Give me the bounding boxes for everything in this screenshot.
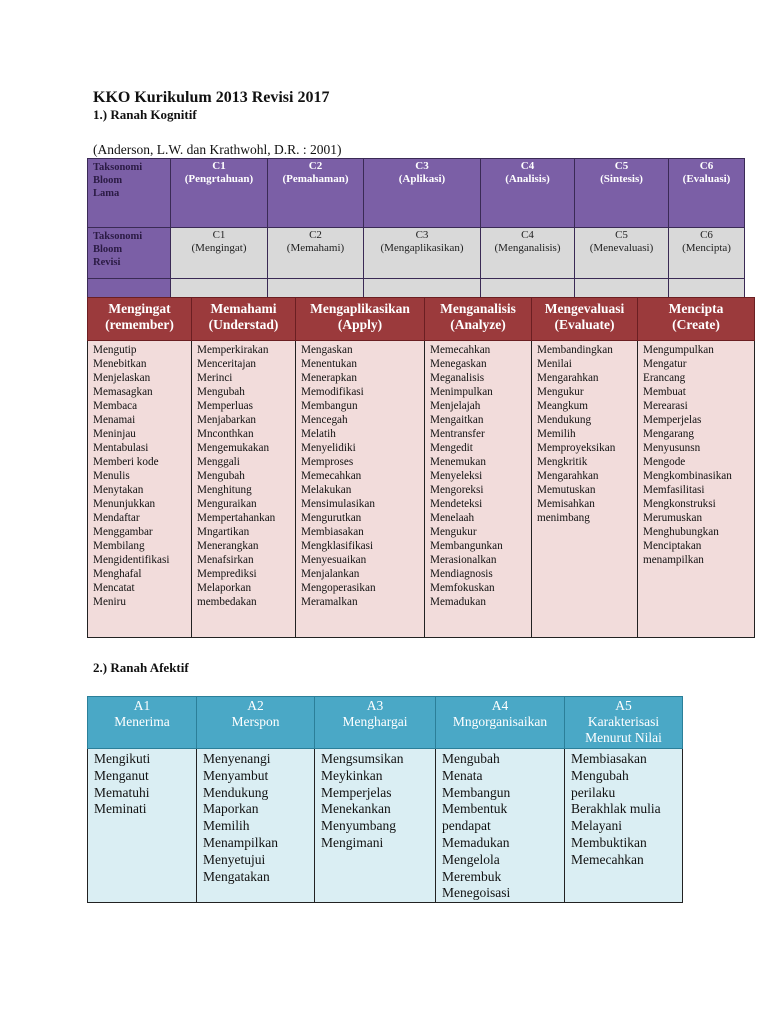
verb-item: Melatih xyxy=(301,428,336,440)
verb-item: Mengatakan xyxy=(203,868,270,884)
verb-item: Membuat xyxy=(643,386,686,398)
verb-item: Memisahkan xyxy=(537,498,595,510)
verb-item: Memproses xyxy=(301,456,354,468)
kognitif-header: Mengaplikasikan (Apply) xyxy=(296,298,425,341)
verb-item: Mengode xyxy=(643,456,686,468)
verb-item: Meminati xyxy=(94,801,147,817)
verb-item: Merinci xyxy=(197,372,233,384)
verb-item: perilaku xyxy=(571,784,616,800)
verb-item: Menata xyxy=(442,767,483,783)
verb-item: Menafsirkan xyxy=(197,554,254,566)
afektif-verb-list xyxy=(197,749,315,903)
bloom-old-cell: C5 (Sintesis) xyxy=(575,159,669,228)
bloom-taxonomy-table xyxy=(87,158,745,298)
verb-item: Menyeleksi xyxy=(430,470,483,482)
verb-item: Menjelajah xyxy=(430,400,481,412)
afektif-verb-list xyxy=(88,749,197,903)
row-header-new: Taksonomi Bloom Revisi xyxy=(88,228,171,279)
verb-item: Memprediksi xyxy=(197,568,257,580)
verb-item: Membangun xyxy=(301,400,358,412)
bloom-old-cell: C4 (Analisis) xyxy=(481,159,575,228)
afektif-header: A1 Menerima xyxy=(88,697,197,749)
verb-item: Menyusunsn xyxy=(643,442,701,454)
verb-item: Memberi kode xyxy=(93,456,159,468)
verb-item: Melayani xyxy=(571,818,622,834)
verb-item: Mentransfer xyxy=(430,428,485,440)
verb-item: Menghafal xyxy=(93,568,142,580)
verb-item: Mendukung xyxy=(537,414,592,426)
afektif-verb-list xyxy=(315,749,436,903)
verb-item: Membaca xyxy=(93,400,138,412)
kognitif-body-row xyxy=(88,341,755,638)
verb-item: Mengubah xyxy=(571,767,629,783)
bloom-old-cell: C2 (Pemahaman) xyxy=(268,159,364,228)
verb-item: Menelaah xyxy=(430,512,475,524)
verb-item: Menyambut xyxy=(203,767,269,783)
verb-item: Mengimani xyxy=(321,834,384,850)
verb-item: Memadukan xyxy=(430,596,486,608)
kognitif-header: Menganalisis (Analyze) xyxy=(425,298,532,341)
verb-item: Mentabulasi xyxy=(93,442,149,454)
bloom-old-cell: C1 (Pengrtahuan) xyxy=(171,159,268,228)
verb-item: Mengkritik xyxy=(537,456,588,468)
verb-item: Mngartikan xyxy=(197,526,250,538)
verb-item: Mengarahkan xyxy=(537,470,599,482)
blank-cell xyxy=(268,279,364,298)
verb-item: Memperluas xyxy=(197,400,253,412)
verb-item: pendapat xyxy=(442,818,491,834)
verb-item: Mengidentifikasi xyxy=(93,554,170,566)
verb-item: Mnconthkan xyxy=(197,428,254,440)
verb-item: Mengumpulkan xyxy=(643,344,714,356)
verb-item: Menjalankan xyxy=(301,568,360,580)
afektif-header-row xyxy=(88,697,683,749)
bloom-new-cell: C1 (Mengingat) xyxy=(171,228,268,279)
verb-item: Mengukur xyxy=(430,526,477,538)
verb-item: Menerangkan xyxy=(197,540,259,552)
verb-item: Merasionalkan xyxy=(430,554,497,566)
verb-item: Memecahkan xyxy=(571,851,644,867)
verb-item: Mengatur xyxy=(643,358,687,370)
blank-cell xyxy=(88,279,171,298)
verb-item: Menghubungkan xyxy=(643,526,719,538)
bloom-blank-row xyxy=(88,279,745,298)
verb-item: Menekankan xyxy=(321,801,391,817)
verb-item: Menjabarkan xyxy=(197,414,257,426)
bloom-new-cell: C6 (Mencipta) xyxy=(669,228,745,279)
verb-item: Membiasakan xyxy=(571,751,647,766)
verb-item: Memfokuskan xyxy=(430,582,495,594)
verb-item: Mengubah xyxy=(197,386,245,398)
kognitif-verb-list xyxy=(425,341,532,638)
verb-item: Memperjelas xyxy=(321,784,392,800)
bloom-new-cell: C4 (Menganalisis) xyxy=(481,228,575,279)
verb-item: Mengaitkan xyxy=(430,414,484,426)
afektif-body-row xyxy=(88,749,683,903)
afektif-header: A3 Menghargai xyxy=(315,697,436,749)
verb-item: Mencegah xyxy=(301,414,348,426)
verb-item: Membandingkan xyxy=(537,344,613,356)
verb-item: Meniru xyxy=(93,596,126,608)
bloom-old-cell: C3 (Aplikasi) xyxy=(364,159,481,228)
verb-item: Menebitkan xyxy=(93,358,147,370)
page-title: KKO Kurikulum 2013 Revisi 2017 xyxy=(93,89,330,106)
verb-item: Mengsumsikan xyxy=(321,751,404,766)
verb-item: Membuktikan xyxy=(571,834,647,850)
verb-item: Mempertahankan xyxy=(197,512,276,524)
blank-cell xyxy=(575,279,669,298)
verb-item: Mengaskan xyxy=(301,344,353,356)
section-heading-kognitif: 1.) Ranah Kognitif xyxy=(93,107,197,122)
verb-item: Memutuskan xyxy=(537,484,596,496)
verb-item: Mendeteksi xyxy=(430,498,483,510)
verb-item: Memadukan xyxy=(442,834,510,850)
verb-item: Menytakan xyxy=(93,484,144,496)
kognitif-verb-list xyxy=(88,341,192,638)
verb-item: Meykinkan xyxy=(321,767,383,783)
afektif-verbs-table xyxy=(87,696,683,903)
row-header-old: Taksonomi Bloom Lama xyxy=(88,159,171,228)
verb-item: Mengoperasikan xyxy=(301,582,376,594)
verb-item: Mendukung xyxy=(203,784,269,800)
afektif-header: A5 Karakterisasi Menurut Nilai xyxy=(565,697,683,749)
verb-item: Memodifikasi xyxy=(301,386,364,398)
verb-item: Memilih xyxy=(203,818,250,834)
verb-item: Merearasi xyxy=(643,400,688,412)
verb-item: Mengutip xyxy=(93,344,137,356)
verb-item: Menggambar xyxy=(93,526,153,538)
verb-item: Melaporkan xyxy=(197,582,252,594)
verb-item: Menyesuaikan xyxy=(301,554,367,566)
verb-item: menampilkan xyxy=(643,554,704,566)
verb-item: Membangunkan xyxy=(430,540,503,552)
verb-item: membedakan xyxy=(197,596,257,608)
kognitif-header: Mencipta (Create) xyxy=(638,298,755,341)
verb-item: Menyumbang xyxy=(321,818,396,834)
bloom-old-row xyxy=(88,159,745,228)
verb-item: Menghitung xyxy=(197,484,252,496)
verb-item: Menegaskan xyxy=(430,358,487,370)
verb-item: Memfasilitasi xyxy=(643,484,705,496)
verb-item: Menjelaskan xyxy=(93,372,151,384)
verb-item: Memperjelas xyxy=(643,414,702,426)
verb-item: Memecahkan xyxy=(430,344,491,356)
verb-item: Memecahkan xyxy=(301,470,362,482)
kognitif-header: Memahami (Understad) xyxy=(192,298,296,341)
verb-item: Menyenangi xyxy=(203,751,271,766)
kognitif-header: Mengingat (remember) xyxy=(88,298,192,341)
verb-item: Mengurutkan xyxy=(301,512,362,524)
verb-item: Erancang xyxy=(643,372,686,384)
kognitif-verb-list xyxy=(638,341,755,638)
verb-item: Menceritajan xyxy=(197,358,257,370)
verb-item: Menganut xyxy=(94,767,149,783)
bloom-new-row xyxy=(88,228,745,279)
kognitif-verb-list xyxy=(192,341,296,638)
verb-item: Memasagkan xyxy=(93,386,153,398)
verb-item: Menimpulkan xyxy=(430,386,493,398)
verb-item: Menentukan xyxy=(301,358,357,370)
verb-item: Mengarahkan xyxy=(537,372,599,384)
verb-item: Menegoisasi xyxy=(442,885,511,901)
bloom-new-cell: C5 (Menevaluasi) xyxy=(575,228,669,279)
verb-item: menimbang xyxy=(537,512,590,524)
verb-item: Menyetujui xyxy=(203,851,266,867)
verb-item: Mengelola xyxy=(442,851,500,867)
verb-item: Menampilkan xyxy=(203,834,278,850)
verb-item: Meangkum xyxy=(537,400,588,412)
verb-item: Menemukan xyxy=(430,456,486,468)
verb-item: Merumuskan xyxy=(643,512,703,524)
verb-item: Menyelidiki xyxy=(301,442,356,454)
verb-item: Merembuk xyxy=(442,868,502,884)
citation: (Anderson, L.W. dan Krathwohl, D.R. : 2001) xyxy=(93,142,342,157)
kognitif-verbs-table xyxy=(87,297,755,638)
afektif-verb-list xyxy=(436,749,565,903)
verb-item: Mendiagnosis xyxy=(430,568,493,580)
verb-item: Berakhlak mulia xyxy=(571,801,661,817)
verb-item: Mengubah xyxy=(442,751,500,766)
verb-item: Mengikuti xyxy=(94,751,151,766)
verb-item: Meninjau xyxy=(93,428,136,440)
verb-item: Menamai xyxy=(93,414,136,426)
blank-cell xyxy=(481,279,575,298)
blank-cell xyxy=(364,279,481,298)
verb-item: Membilang xyxy=(93,540,145,552)
kognitif-header-row xyxy=(88,298,755,341)
verb-item: Mengedit xyxy=(430,442,473,454)
verb-item: Mengukur xyxy=(537,386,584,398)
verb-item: Mengemukakan xyxy=(197,442,270,454)
afektif-header: A4 Mngorganisaikan xyxy=(436,697,565,749)
bloom-new-cell: C3 (Mengaplikasikan) xyxy=(364,228,481,279)
verb-item: Memproyeksikan xyxy=(537,442,616,454)
verb-item: Menilai xyxy=(537,358,572,370)
verb-item: Maporkan xyxy=(203,801,259,817)
verb-item: Menunjukkan xyxy=(93,498,156,510)
verb-item: Menggali xyxy=(197,456,240,468)
verb-item: Membiasakan xyxy=(301,526,364,538)
verb-item: Mengkonstruksi xyxy=(643,498,716,510)
verb-item: Membentuk xyxy=(442,801,508,817)
afektif-header: A2 Merspon xyxy=(197,697,315,749)
verb-item: Meramalkan xyxy=(301,596,358,608)
kognitif-header: Mengevaluasi (Evaluate) xyxy=(532,298,638,341)
blank-cell xyxy=(669,279,745,298)
verb-item: Mengklasifikasi xyxy=(301,540,374,552)
afektif-verb-list xyxy=(565,749,683,903)
verb-item: Memilih xyxy=(537,428,576,440)
verb-item: Menciptakan xyxy=(643,540,702,552)
verb-item: Mematuhi xyxy=(94,784,150,800)
verb-item: Menulis xyxy=(93,470,130,482)
kognitif-verb-list xyxy=(532,341,638,638)
verb-item: Mengubah xyxy=(197,470,245,482)
verb-item: Mensimulasikan xyxy=(301,498,375,510)
kognitif-verb-list xyxy=(296,341,425,638)
verb-item: Menguraikan xyxy=(197,498,257,510)
blank-cell xyxy=(171,279,268,298)
bloom-new-cell: C2 (Memahami) xyxy=(268,228,364,279)
verb-item: Memperkirakan xyxy=(197,344,269,356)
verb-item: Meganalisis xyxy=(430,372,485,384)
bloom-old-cell: C6 (Evaluasi) xyxy=(669,159,745,228)
section-heading-afektif: 2.) Ranah Afektif xyxy=(93,660,189,675)
verb-item: Mengkombinasikan xyxy=(643,470,732,482)
verb-item: Menerapkan xyxy=(301,372,357,384)
verb-item: Mengarang xyxy=(643,428,694,440)
verb-item: Membangun xyxy=(442,784,511,800)
verb-item: Mengoreksi xyxy=(430,484,484,496)
verb-item: Mencatat xyxy=(93,582,135,594)
verb-item: Mendaftar xyxy=(93,512,140,524)
verb-item: Melakukan xyxy=(301,484,352,496)
